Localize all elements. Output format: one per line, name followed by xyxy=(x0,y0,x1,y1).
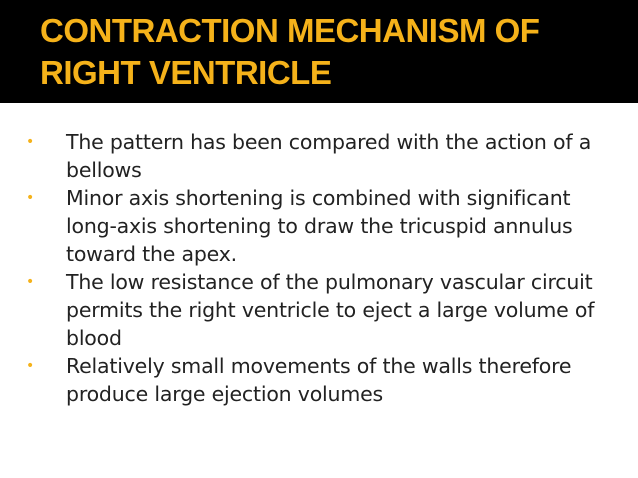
bullet-item xyxy=(26,352,616,408)
bullet-dot-icon: • xyxy=(26,274,35,290)
bullet-dot-icon: • xyxy=(26,358,35,374)
bullet-item xyxy=(26,268,616,352)
bullet-list xyxy=(26,128,616,408)
bullet-dot-icon: • xyxy=(26,134,35,150)
title-divider xyxy=(0,100,638,103)
bullet-text: Minor axis shortening is combined with significant long-axis shortening to draw the tricuspid annulus toward the apex. xyxy=(66,186,573,266)
bullet-item xyxy=(26,128,616,184)
bullet-text: The low resistance of the pulmonary vascular circuit permits the right ventricle to eject a large volume of blood xyxy=(66,270,595,350)
bullet-text: Relatively small movements of the walls therefore produce large ejection volumes xyxy=(66,354,572,406)
title-band xyxy=(0,0,638,100)
bullet-item xyxy=(26,184,616,268)
bullet-dot-icon: • xyxy=(26,190,35,206)
bullet-text: The pattern has been compared with the action of a bellows xyxy=(66,130,592,182)
slide-title: CONTRACTION MECHANISM OF RIGHT VENTRICLE xyxy=(40,12,540,91)
